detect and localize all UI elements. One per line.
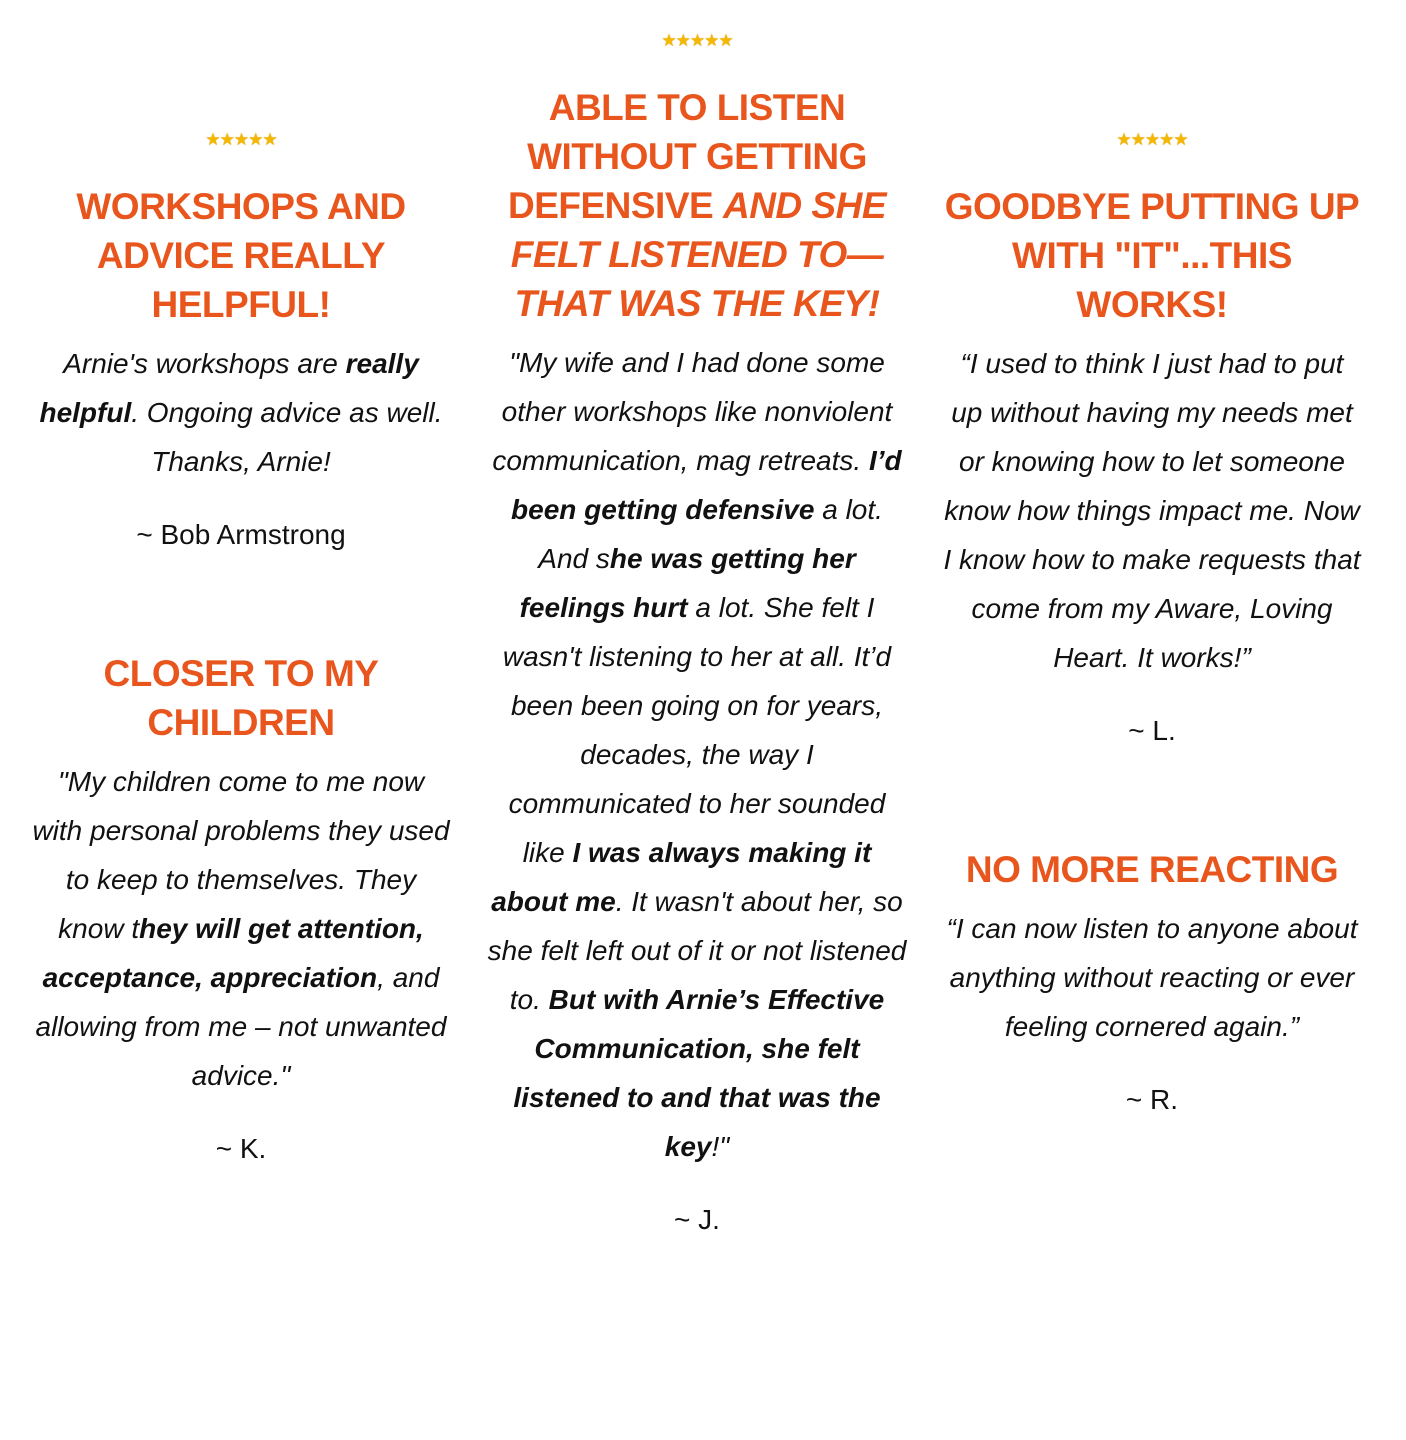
testimonial: [487, 83, 907, 1244]
testimonial: [942, 845, 1362, 1124]
five-star-rating-icon: ★★★★★: [205, 130, 277, 149]
testimonial-signature: ~ Bob Armstrong: [136, 519, 346, 550]
five-star-rating-icon: ★★★★★: [661, 31, 733, 50]
heading-segment: WORKSHOPS AND ADVICE REALLY HELPFUL!: [76, 186, 406, 325]
testimonial-heading: [31, 182, 451, 329]
testimonial: [31, 649, 451, 1173]
quote-emphasis: hey will get attention, acceptance, appreciation: [42, 913, 424, 993]
testimonial: [942, 182, 1362, 755]
five-star-rating-icon: ★★★★★: [1116, 130, 1188, 149]
testimonial-heading: [31, 649, 451, 747]
testimonial-heading: [942, 845, 1362, 894]
quote-emphasis: But with Arnie’s Effective Communication, she felt listened to and that was the key: [513, 984, 885, 1162]
testimonial-quote: [942, 904, 1362, 1051]
quote-text: “I used to think I just had to put up without having my needs met or knowing how to let someone know how things impact me. Now I know how to make requests that come from my Aware, Loving Heart. It works!”: [943, 348, 1361, 673]
quote-text: , and allowing from me – not unwanted advice.": [35, 962, 447, 1091]
testimonial-signature: ~ R.: [1125, 1084, 1179, 1115]
quote-emphasis: I was always making it about me: [491, 837, 872, 917]
testimonial-signature: ~ L.: [1128, 715, 1176, 746]
quote-text: "My children come to me now with personal problems they used to keep to themselves. They know t: [32, 766, 450, 944]
testimonial-quote: [942, 339, 1362, 682]
heading-segment: NO MORE REACTING: [965, 849, 1339, 890]
testimonial-heading: [942, 182, 1362, 329]
heading-segment: AND SHE FELT LISTENED TO—THAT WAS THE KEY!: [510, 185, 887, 324]
quote-text: . It wasn't about her, so she felt left out of it or not listened to.: [487, 886, 907, 1015]
heading-segment: GOODBYE PUTTING UP WITH "IT"...THIS WORKS!: [944, 186, 1360, 325]
quote-text: Arnie's workshops are: [63, 348, 346, 379]
testimonial-signature: ~ J.: [674, 1204, 720, 1235]
testimonial-quote: [31, 757, 451, 1100]
quote-emphasis: he was getting her feelings hurt: [519, 543, 856, 623]
quote-text: "My wife and I had done some other workshops like nonviolent communication, mag retreats.: [492, 347, 893, 476]
quote-text: a lot. And s: [538, 494, 883, 574]
quote-emphasis: I’d been getting defensive: [511, 445, 902, 525]
testimonial-heading: [487, 83, 907, 328]
testimonial-quote: [487, 338, 907, 1171]
testimonial-column-right: [942, 128, 1362, 1124]
heading-segment: ABLE TO LISTEN WITHOUT GETTING DEFENSIVE: [507, 87, 867, 226]
quote-text: “I can now listen to anyone about anything without reacting or ever feeling cornered again.”: [946, 913, 1358, 1042]
testimonial-quote: [31, 339, 451, 486]
testimonial-column-middle: [487, 29, 907, 1244]
testimonial-column-left: [31, 128, 451, 1173]
quote-text: . Ongoing advice as well. Thanks, Arnie!: [131, 397, 443, 477]
quote-emphasis: really helpful: [39, 348, 419, 428]
quote-text: !": [711, 1131, 730, 1162]
quote-text: a lot. She felt I wasn't listening to her at all. It’d been been going on for years, decades, the way I communicated to her sounded like: [502, 592, 892, 868]
testimonial-signature: ~ K.: [215, 1133, 267, 1164]
heading-segment: CLOSER TO MY CHILDREN: [103, 653, 379, 743]
testimonial: [31, 182, 451, 559]
